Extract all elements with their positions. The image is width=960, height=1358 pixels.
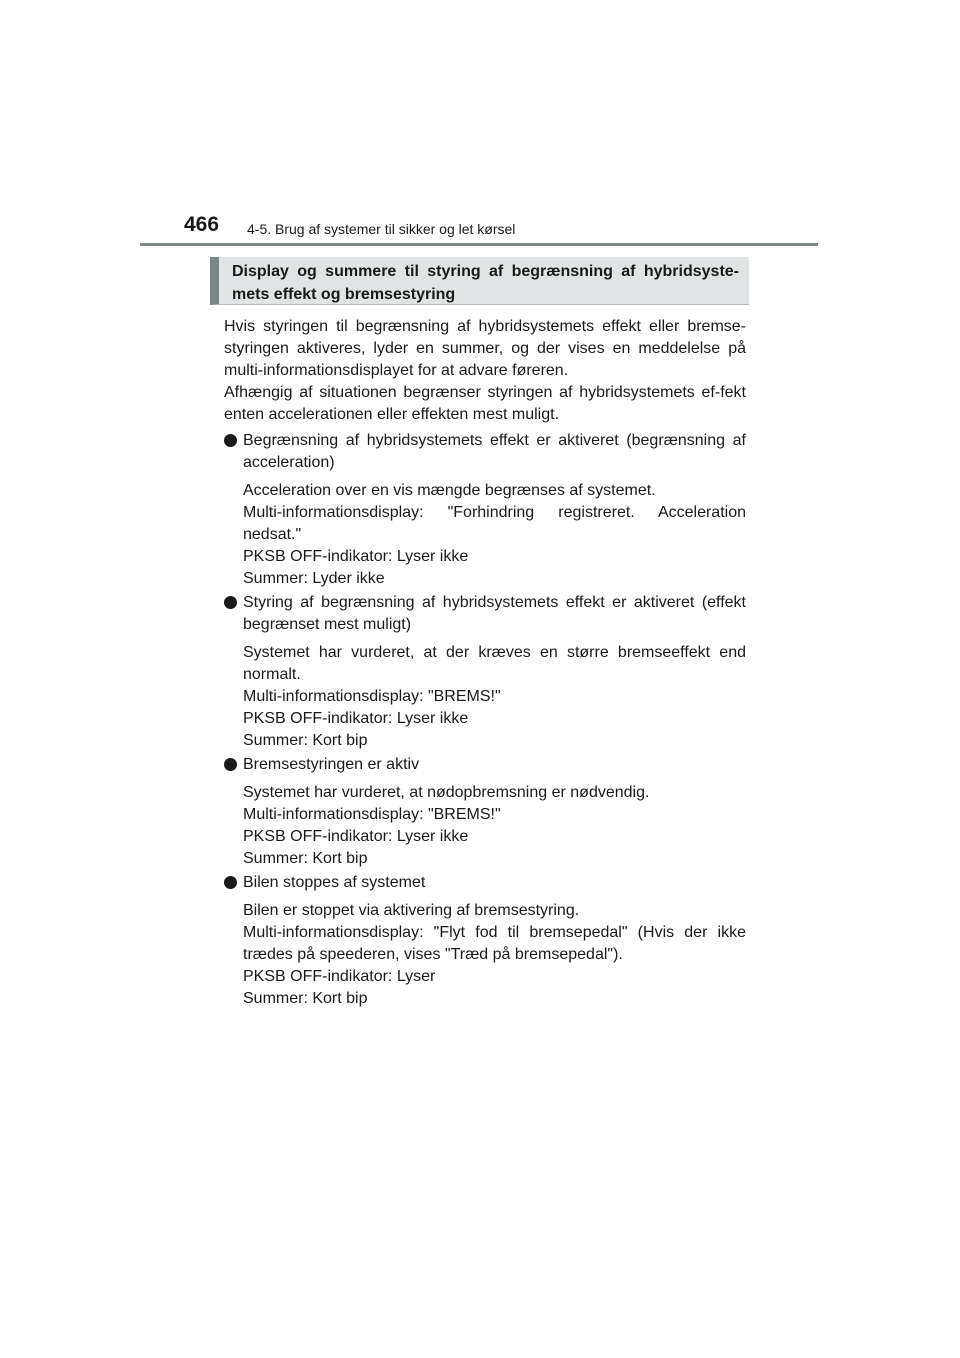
bullet-line: PKSB OFF-indikator: Lyser ikke xyxy=(243,548,469,565)
bullet-line: PKSB OFF-indikator: Lyser ikke xyxy=(243,710,469,727)
bullet-line: Multi-informationsdisplay: "BREMS!" xyxy=(243,806,501,823)
bullet-body xyxy=(243,900,746,1010)
bullet-item-2 xyxy=(224,592,746,752)
section-title: 4-5. Brug af systemer til sikker og let kørsel xyxy=(247,221,516,237)
bullet-line: Systemet har vurderet, at der kræves en større bremseeffekt end normalt. xyxy=(243,644,746,683)
bullet-title: Bilen stoppes af systemet xyxy=(243,874,426,891)
bullet-title: Begrænsning af hybridsystemets effekt er aktiveret (begrænsning af acceleration) xyxy=(243,432,746,471)
bullet-dot-icon xyxy=(224,596,237,609)
intro-paragraph-1: Hvis styringen til begrænsning af hybridsystemets effekt eller bremse-styringen aktiveres, lyder en summer, og der vises en meddelelse på multi-informationsdisplayet for at advare føreren. xyxy=(224,318,746,379)
header-divider xyxy=(140,243,818,246)
bullet-item-1 xyxy=(224,430,746,590)
subsection-heading: Display og summere til styring af begrænsning af hybridsyste-mets effekt og bremsestyring xyxy=(232,263,739,303)
bullet-line: Multi-informationsdisplay: "Flyt fod til bremsepedal" (Hvis der ikke trædes på speederen, vises "Træd på bremsepedal"). xyxy=(243,924,746,963)
bullet-line: Multi-informationsdisplay: "Forhindring registreret. Acceleration nedsat." xyxy=(243,504,746,543)
bullet-line: Summer: Lyder ikke xyxy=(243,570,385,587)
bullet-item-4 xyxy=(224,872,746,1010)
bullet-line: Acceleration over en vis mængde begrænses af systemet. xyxy=(243,482,656,499)
bullet-line: Multi-informationsdisplay: "BREMS!" xyxy=(243,688,501,705)
bullet-body xyxy=(243,642,746,752)
bullet-body xyxy=(243,782,746,870)
page-number: 466 xyxy=(184,213,220,236)
bullet-line: PKSB OFF-indikator: Lyser ikke xyxy=(243,828,469,845)
bullet-dot-icon xyxy=(224,758,237,771)
bullet-item-3 xyxy=(224,754,746,870)
bullet-title: Styring af begrænsning af hybridsystemets effekt er aktiveret (effekt begrænset mest muligt) xyxy=(243,594,746,633)
bullet-line: Summer: Kort bip xyxy=(243,850,368,867)
bullet-title: Bremsestyringen er aktiv xyxy=(243,756,420,773)
bullet-line: Summer: Kort bip xyxy=(243,990,368,1007)
subsection-heading-box xyxy=(210,257,749,305)
bullet-body xyxy=(243,480,746,590)
bullet-line: Summer: Kort bip xyxy=(243,732,368,749)
bullet-dot-icon xyxy=(224,876,237,889)
bullet-line: PKSB OFF-indikator: Lyser xyxy=(243,968,436,985)
body-content xyxy=(224,316,746,1012)
bullet-dot-icon xyxy=(224,434,237,447)
page-header xyxy=(184,213,824,245)
bullet-line: Bilen er stoppet via aktivering af bremsestyring. xyxy=(243,902,580,919)
bullet-line: Systemet har vurderet, at nødopbremsning er nødvendig. xyxy=(243,784,650,801)
intro-paragraph-2: Afhængig af situationen begrænser styringen af hybridsystemets ef-fekt enten accelerationen eller effekten mest muligt. xyxy=(224,384,746,423)
